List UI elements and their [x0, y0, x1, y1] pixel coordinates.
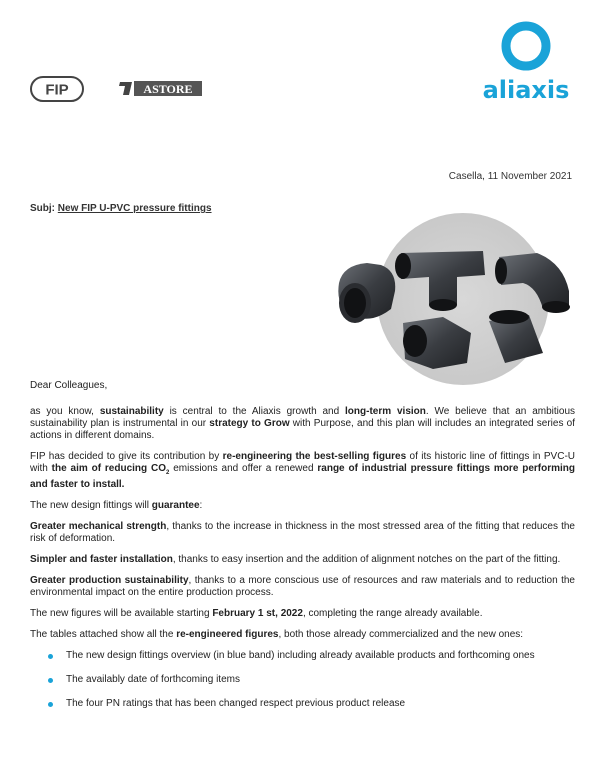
- list-item-text: The new design fittings overview (in blue band) including already available products and forthcoming ones: [66, 650, 535, 661]
- text: The tables attached show all the: [30, 629, 177, 640]
- text: . We believe that an ambitious sustainability plan is instrumental in our: [30, 406, 576, 429]
- bullet-dot-icon: [48, 678, 53, 683]
- text: FIP has decided to give its contribution by: [30, 451, 223, 462]
- bold-text: Greater production sustainability: [30, 575, 189, 586]
- text: , completing the range already available.: [302, 608, 483, 619]
- letter-date: Casella, 11 November 2021: [448, 171, 572, 182]
- bold-text: Greater mechanical strength: [30, 521, 167, 532]
- subject-prefix: Subj:: [30, 203, 55, 214]
- svg-text:ASTORE: ASTORE: [143, 82, 193, 96]
- svg-text:FIP: FIP: [45, 81, 69, 99]
- paragraph-guarantee: [30, 500, 575, 512]
- paragraph-production-sustainability: [30, 575, 575, 599]
- pipe-fittings-photo: [333, 213, 573, 385]
- bold-text: sustainability: [99, 406, 164, 417]
- bold-text: February 1 st, 2022: [212, 608, 303, 619]
- aliaxis-ring-icon: [474, 18, 578, 76]
- letter-subject: [30, 203, 212, 214]
- text: The new figures will be available starting: [30, 608, 213, 619]
- list-item: [30, 674, 575, 686]
- text: emissions and offer a renewed: [169, 463, 318, 474]
- paragraph-mechanical-strength: [30, 521, 575, 545]
- text: , thanks to the increase in thickness in the most stressed area of the fitting that reduces the risk of deformation.: [30, 521, 575, 544]
- text: with Purpose, and this plan will includes an integrated series of actions in different domains.: [30, 418, 575, 441]
- bold-text: strategy to Grow: [209, 418, 290, 429]
- bold-text: guarantee: [151, 500, 200, 511]
- text: , thanks to easy insertion and the addition of alignment notches on the part of the fitting.: [172, 554, 561, 565]
- text: of its historic line of fittings in PVC-U with: [30, 451, 576, 474]
- text: :: [199, 500, 203, 511]
- aliaxis-wordmark: aliaxis: [482, 76, 570, 104]
- astore-logo: [118, 80, 202, 97]
- bold-text: long-term vision: [345, 406, 426, 417]
- paragraph-availability: [30, 608, 575, 620]
- text: , both those already commercialized and the new ones:: [278, 629, 524, 640]
- bold-text: re-engineered figures: [176, 629, 279, 640]
- list-item: [30, 698, 575, 710]
- paragraph-sustainability: [30, 406, 575, 442]
- list-item: [30, 650, 575, 662]
- greeting: Dear Colleagues,: [30, 380, 108, 391]
- fip-logo: [30, 76, 84, 102]
- list-item-text: The availably date of forthcoming items: [66, 674, 240, 685]
- subscript: 2: [166, 470, 170, 476]
- paragraph-tables: [30, 629, 575, 641]
- bold-text: range of industrial pressure fittings more performing and faster to install.: [30, 463, 576, 490]
- paragraph-reengineering: [30, 451, 575, 491]
- bold-text: Simpler and faster installation: [30, 554, 173, 565]
- bold-text: the aim of reducing CO: [51, 463, 166, 474]
- list-item-text: The four PN ratings that has been changed respect previous product release: [66, 698, 406, 709]
- letter-body: [30, 380, 575, 722]
- text: The new design fittings will: [30, 500, 152, 511]
- bullet-dot-icon: [48, 654, 53, 659]
- bold-text: re-engineering the best-selling figures: [222, 451, 407, 462]
- bullet-dot-icon: [48, 702, 53, 707]
- text: is central to the Aliaxis growth and: [163, 406, 346, 417]
- text: , thanks to a more conscious use of resources and raw materials and to reduction the environmental impact on the entire production process.: [30, 575, 575, 598]
- bullet-list: [30, 650, 575, 710]
- aliaxis-logo: [474, 18, 578, 106]
- paragraph-installation: [30, 554, 575, 566]
- subject-title: New FIP U-PVC pressure fittings: [57, 203, 212, 214]
- text: as you know,: [30, 406, 100, 417]
